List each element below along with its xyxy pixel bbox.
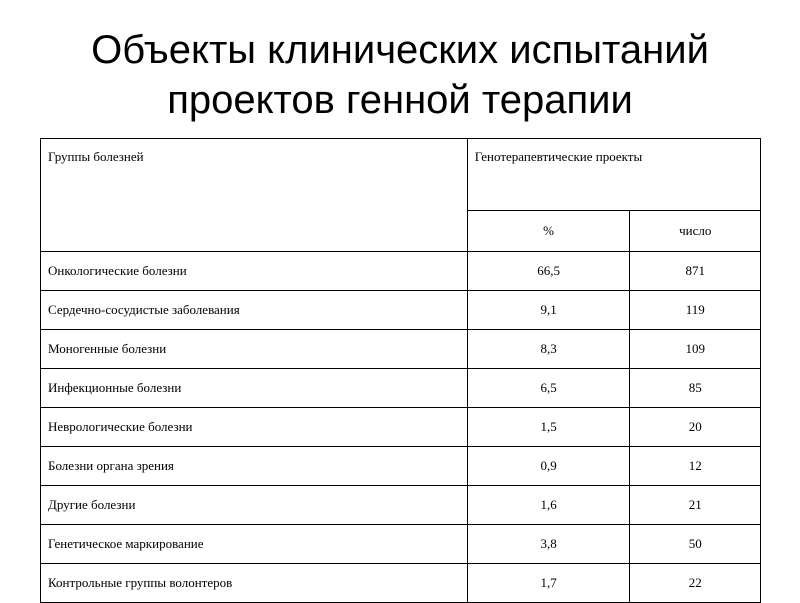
table-row (41, 408, 761, 447)
cell-group: Неврологические болезни (41, 408, 468, 447)
cell-count: 85 (630, 369, 761, 408)
table-row (41, 564, 761, 603)
cell-percent: 8,3 (467, 330, 630, 369)
cell-percent: 1,5 (467, 408, 630, 447)
table-body (41, 139, 761, 603)
cell-group: Болезни органа зрения (41, 447, 468, 486)
table-row (41, 486, 761, 525)
cell-count: 20 (630, 408, 761, 447)
slide-title-line-1: Объекты клинических испытаний (91, 28, 709, 72)
table-row (41, 447, 761, 486)
cell-count: 109 (630, 330, 761, 369)
table-row (41, 330, 761, 369)
gene-therapy-table (40, 138, 761, 603)
slide-title (0, 25, 800, 125)
cell-group: Другие болезни (41, 486, 468, 525)
cell-percent: 3,8 (467, 525, 630, 564)
cell-percent: 0,9 (467, 447, 630, 486)
cell-group: Контрольные группы волонтеров (41, 564, 468, 603)
cell-count: 21 (630, 486, 761, 525)
table-row (41, 291, 761, 330)
header-count: число (630, 211, 761, 252)
cell-percent: 6,5 (467, 369, 630, 408)
cell-percent: 66,5 (467, 252, 630, 291)
header-disease-groups: Группы болезней (41, 139, 468, 252)
header-gene-therapy-projects: Генотерапевтические проекты (467, 139, 760, 211)
table-header-row (41, 139, 761, 211)
cell-group: Сердечно-сосудистые заболевания (41, 291, 468, 330)
cell-group: Генетическое маркирование (41, 525, 468, 564)
cell-percent: 1,6 (467, 486, 630, 525)
cell-percent: 1,7 (467, 564, 630, 603)
slide-title-line-2: проектов генной терапии (167, 78, 633, 122)
cell-count: 50 (630, 525, 761, 564)
table-row (41, 369, 761, 408)
table-row (41, 525, 761, 564)
cell-count: 12 (630, 447, 761, 486)
cell-count: 871 (630, 252, 761, 291)
cell-group: Моногенные болезни (41, 330, 468, 369)
cell-group: Онкологические болезни (41, 252, 468, 291)
cell-count: 119 (630, 291, 761, 330)
table-row (41, 252, 761, 291)
header-percent: % (467, 211, 630, 252)
cell-count: 22 (630, 564, 761, 603)
cell-group: Инфекционные болезни (41, 369, 468, 408)
cell-percent: 9,1 (467, 291, 630, 330)
